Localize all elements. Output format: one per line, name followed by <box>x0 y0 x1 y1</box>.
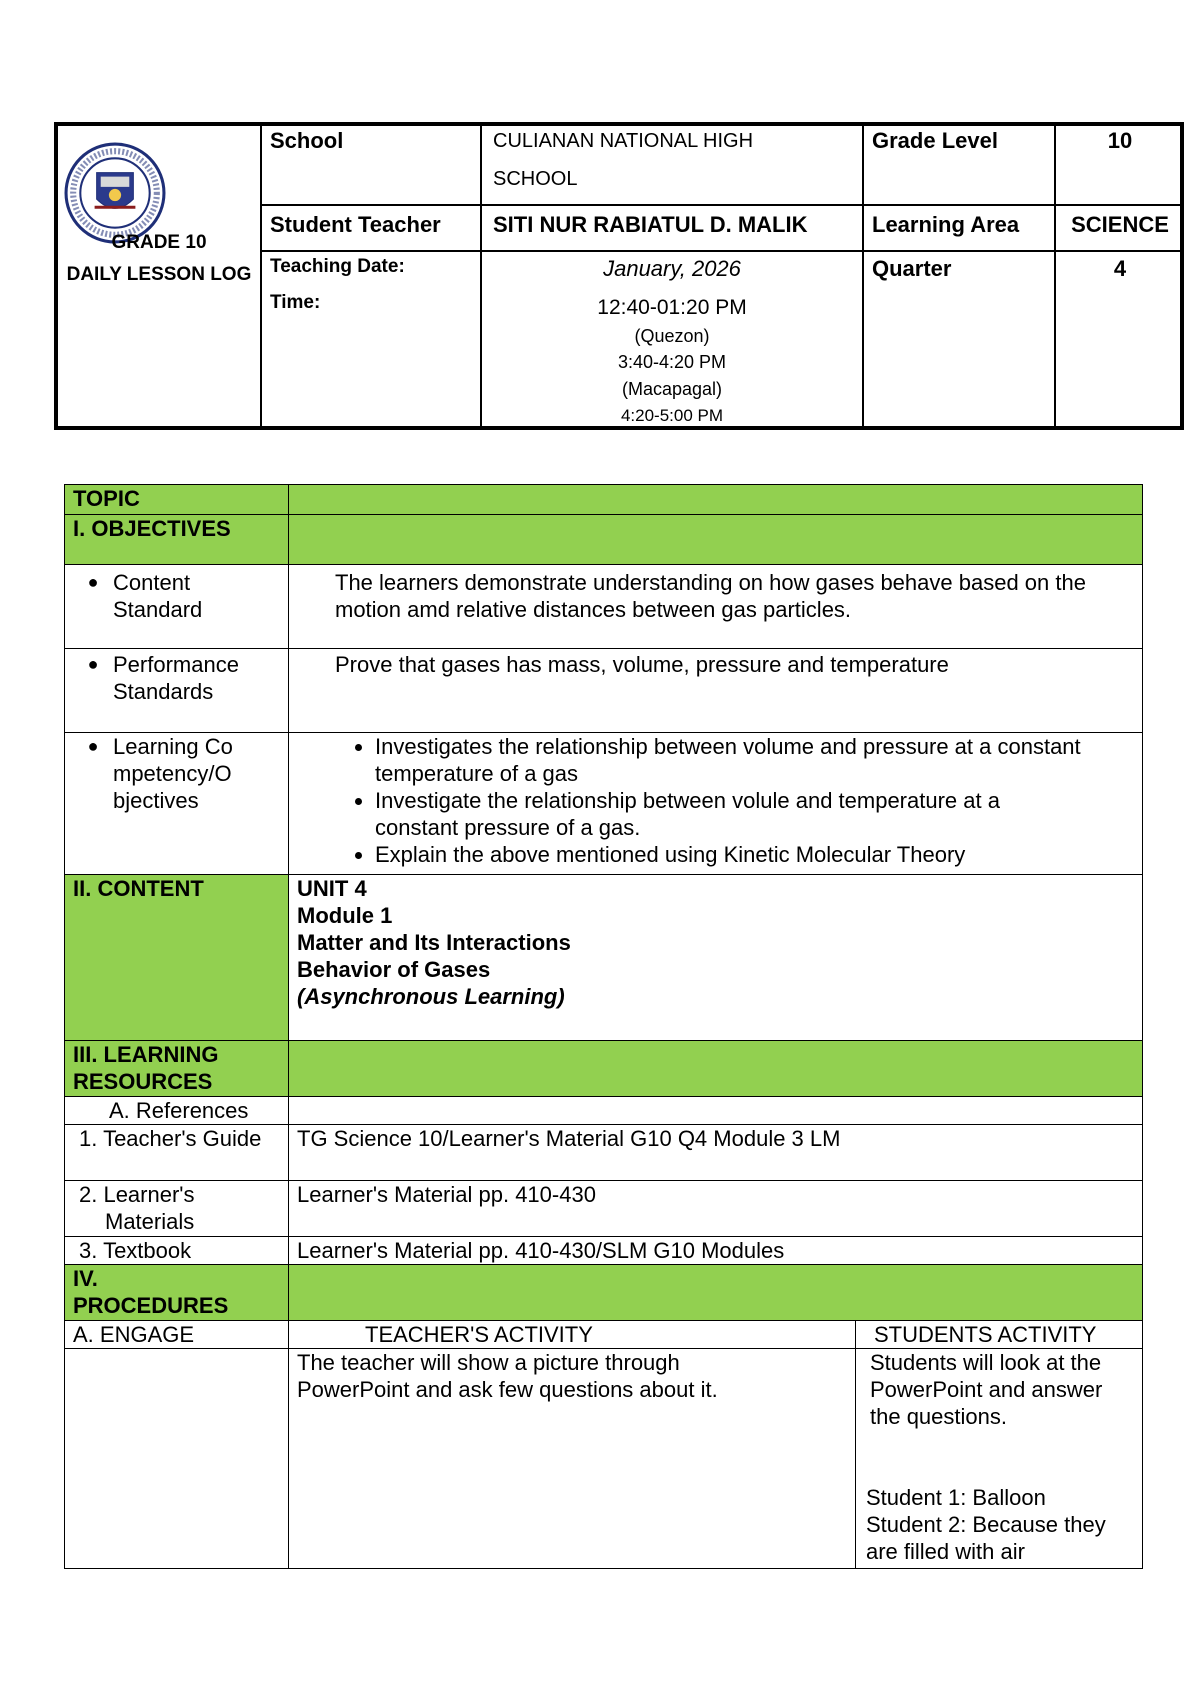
procedures-value <box>289 1265 1143 1321</box>
quarter-label: Quarter <box>872 256 952 281</box>
divider <box>862 126 864 426</box>
performance-standard-cell <box>65 649 289 733</box>
content-heading: II. CONTENT <box>65 875 289 1041</box>
table-row <box>65 1237 1143 1265</box>
procedures-heading: IV. PROCEDURES <box>65 1265 289 1321</box>
log-title: DAILY LESSON LOG <box>66 264 252 285</box>
divider <box>260 250 1180 252</box>
table-row <box>65 649 1143 733</box>
learners-materials-label-text: 2. Learner's Materials <box>79 1182 195 1234</box>
student-teacher-label: Student Teacher <box>270 212 441 237</box>
content-line: UNIT 4 <box>297 876 367 901</box>
content-line: Behavior of Gases <box>297 957 491 982</box>
student-activity-cell <box>856 1349 1143 1569</box>
divider <box>260 126 262 426</box>
content-cell <box>289 875 1143 1041</box>
teaching-date-value: January, 2026 <box>603 256 741 281</box>
teacher-activity-header: TEACHER'S ACTIVITY <box>289 1321 856 1349</box>
student-teacher-value: SITI NUR RABIATUL D. MALIK <box>493 212 808 237</box>
learners-materials-label <box>65 1181 289 1237</box>
bullet-icon: ● <box>87 736 99 756</box>
table-row <box>65 1097 1143 1125</box>
learning-area-value: SCIENCE <box>1071 212 1169 237</box>
topic-label: TOPIC <box>65 485 289 515</box>
bullet-icon: ● <box>87 654 99 674</box>
header-table <box>54 122 1184 430</box>
time-section: (Quezon) <box>634 326 710 346</box>
resources-value <box>289 1041 1143 1097</box>
school-value-line1: CULIANAN NATIONAL HIGH <box>493 130 754 152</box>
references-value <box>289 1097 1143 1125</box>
learners-materials-value: Learner's Material pp. 410-430 <box>289 1181 1143 1237</box>
table-row <box>65 733 1143 875</box>
performance-standard-text: Prove that gases has mass, volume, pressure and temperature <box>289 649 1143 733</box>
content-standard-label: Content Standard <box>113 570 203 622</box>
time-slot: 4:20-5:00 PM <box>620 406 724 425</box>
references-label: A. References <box>65 1097 289 1125</box>
resources-heading: III. LEARNING RESOURCES <box>65 1041 289 1097</box>
objectives-heading: I. OBJECTIVES <box>65 515 289 565</box>
quarter-value: 4 <box>1113 256 1127 281</box>
student-activity-header: STUDENTS ACTIVITY <box>856 1321 1143 1349</box>
student-answer: Student 2: Because they are filled with air <box>866 1512 1106 1564</box>
time-slot: 12:40-01:20 PM <box>597 296 747 319</box>
list-item: • Explain the above mentioned using Kinetic Molecular Theory <box>375 841 1082 868</box>
competency-cell <box>65 733 289 875</box>
table-row <box>65 1125 1143 1181</box>
teaching-date-label: Teaching Date: <box>270 256 405 277</box>
time-label: Time: <box>270 292 321 313</box>
student-answer: Student 1: Balloon <box>866 1485 1046 1510</box>
deped-seal-logo <box>64 142 166 244</box>
table-row <box>65 1321 1143 1349</box>
grade-level-value: 10 <box>1107 128 1133 153</box>
table-row <box>65 515 1143 565</box>
table-row <box>65 1265 1143 1321</box>
student-activity-text: Students will look at the PowerPoint and answer the questions. <box>870 1350 1103 1429</box>
engage-empty-cell <box>65 1349 289 1569</box>
objectives-value <box>289 515 1143 565</box>
competency-label: Learning Competency/Objectives <box>113 734 233 813</box>
teachers-guide-label <box>65 1125 289 1181</box>
table-row <box>65 1349 1143 1569</box>
content-standard-text: The learners demonstrate understanding on how gases behave based on the motion amd relative distances between gas particles. <box>289 565 1143 649</box>
content-line: Matter and Its Interactions <box>297 930 571 955</box>
performance-standard-label: Performance Standards <box>113 652 239 704</box>
school-label: School <box>270 128 344 153</box>
time-slot: 3:40-4:20 PM <box>617 352 727 372</box>
list-item: • Investigate the relationship between volule and temperature at a constant pressure of a gas. <box>375 787 1082 841</box>
grade-title: GRADE 10 <box>111 232 207 253</box>
bullet-icon: ● <box>87 572 99 592</box>
content-line: Module 1 <box>297 903 393 928</box>
table-row <box>65 1041 1143 1097</box>
content-standard-cell <box>65 565 289 649</box>
list-item: • Investigates the relationship between volume and pressure at a constant temperature of a gas <box>375 733 1082 787</box>
table-row <box>65 1181 1143 1237</box>
table-row <box>65 565 1143 649</box>
teachers-guide-label-text: 1. Teacher's Guide <box>79 1126 262 1151</box>
engage-label: A. ENGAGE <box>65 1321 289 1349</box>
competency-list-cell <box>289 733 1143 875</box>
grade-level-label: Grade Level <box>872 128 998 153</box>
textbook-value: Learner's Material pp. 410-430/SLM G10 Modules <box>289 1237 1143 1265</box>
content-mode: (Asynchronous Learning) <box>297 984 565 1009</box>
time-section: (Macapagal) <box>621 379 723 399</box>
topic-value <box>289 485 1143 515</box>
learning-area-label: Learning Area <box>872 212 1020 237</box>
table-row <box>65 875 1143 1041</box>
divider <box>260 204 1180 206</box>
table-row <box>65 485 1143 515</box>
teachers-guide-value: TG Science 10/Learner's Material G10 Q4 Module 3 LM <box>289 1125 1143 1181</box>
school-value-line2: SCHOOL <box>493 168 578 190</box>
lesson-plan-table <box>64 484 1143 1569</box>
teacher-activity-text: The teacher will show a picture through PowerPoint and ask few questions about it. <box>289 1349 856 1569</box>
textbook-label: 3. Textbook <box>65 1237 289 1265</box>
